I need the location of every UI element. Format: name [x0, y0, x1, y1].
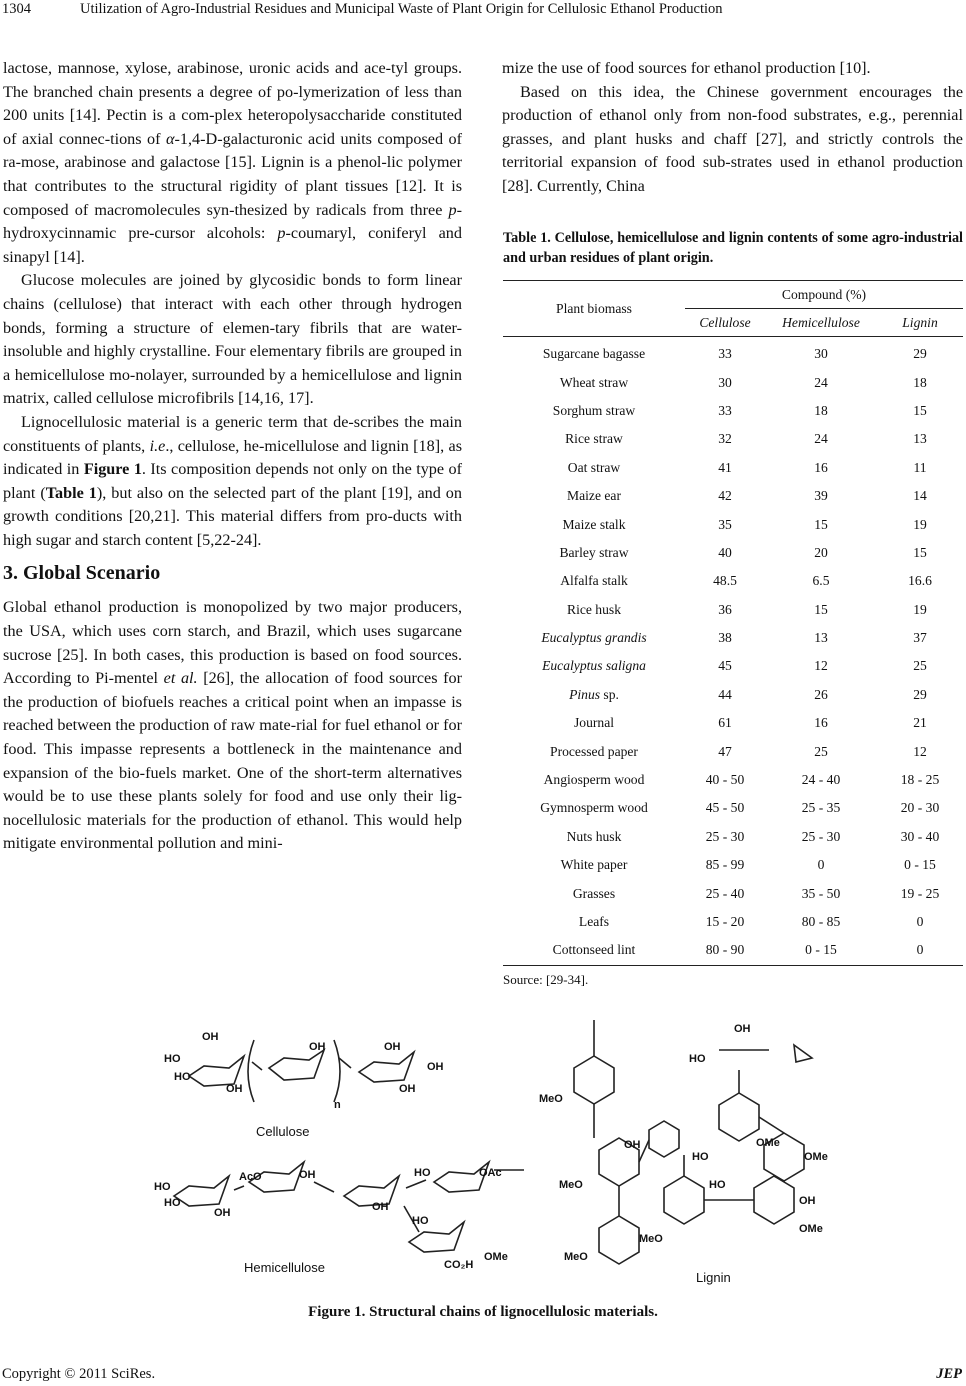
plant-name-cell: Alfalfa stalk	[560, 573, 628, 589]
lignin-cell: 19	[913, 516, 927, 532]
hemicellulose-cell: 24	[814, 431, 828, 447]
plant-name-cell: Eucalyptus saligna	[542, 658, 646, 674]
cellulose-cell: 44	[718, 686, 732, 702]
table-row	[503, 337, 963, 369]
table-reference: Table 1	[45, 483, 97, 502]
svg-text:OH: OH	[624, 1139, 641, 1151]
cellulose-cell: 33	[718, 402, 732, 418]
plant-name-cell: Rice straw	[565, 431, 623, 447]
section-heading: 3. Global Scenario	[3, 562, 161, 585]
plant-name-cell: Pinus sp.	[569, 686, 619, 702]
cellulose-label: Cellulose	[256, 1124, 310, 1139]
plant-name-cell: Gymnosperm wood	[540, 800, 648, 816]
table-row	[503, 652, 963, 680]
table-row	[503, 454, 963, 482]
cellulose-cell: 15 - 20	[705, 914, 745, 929]
svg-text:HO: HO	[164, 1053, 181, 1065]
paragraph: lactose, mannose, xylose, arabinose, uronic acids and ace-tyl groups. The branched chain presents a degree of po-lymerization of less than 200 units [14]. Pectin is a com-plex heteropolysaccharide constituted of axial connec-tions of α-1,4-D-galacturonic acid units composed of ra-mose, arabinose and galactose [15]. Lignin is a phenol-lic polymer that contributes to the structural rigidity of plant tissues [12]. It is composed of macromolecules syn-thesized by radicals from three p-hydroxycinnamic pre-cursor alcohols: p-coumaryl, coniferyl and sinapyl [14].	[3, 59, 463, 266]
hemicellulose-cell: 18	[814, 402, 828, 418]
hemicellulose-cell: 25	[814, 743, 828, 759]
svg-text:OH: OH	[399, 1083, 416, 1095]
hemicellulose-cell: 13	[814, 630, 828, 646]
figure-reference: Figure 1	[83, 460, 142, 479]
hemicellulose-cell: 16	[814, 459, 828, 475]
plant-name-cell: Wheat straw	[559, 374, 629, 390]
hemicellulose-cell: 20	[814, 544, 828, 560]
header-hemicellulose: Hemicellulose	[765, 309, 877, 337]
svg-text:CO₂H: CO₂H	[444, 1259, 474, 1271]
table-row	[503, 482, 963, 510]
svg-text:OH: OH	[427, 1061, 444, 1073]
header-compound: Compound (%)	[685, 281, 963, 309]
table-row	[503, 624, 963, 652]
svg-text:n: n	[334, 1099, 341, 1111]
plant-name-cell: White paper	[560, 857, 628, 873]
plant-name-cell: Nuts husk	[566, 828, 622, 844]
lignin-cell: 16.6	[908, 573, 932, 589]
svg-text:MeO: MeO	[564, 1251, 588, 1263]
hemicellulose-cell: 30	[814, 346, 828, 362]
table-row	[503, 596, 963, 624]
plant-name-cell: Processed paper	[550, 743, 638, 759]
lignin-cell: 0 - 15	[904, 857, 936, 873]
lignin-cell: 25	[913, 658, 927, 674]
cellulose-cell: 85 - 99	[705, 857, 745, 873]
svg-text:HO: HO	[414, 1167, 431, 1179]
lignin-cell: 29	[913, 686, 927, 702]
table-row	[503, 879, 963, 907]
table-row	[503, 567, 963, 595]
hemicellulose-cell: 6.5	[812, 573, 830, 589]
svg-text:HO: HO	[689, 1053, 706, 1065]
cellulose-cell: 48.5	[713, 573, 737, 589]
lignin-cell: 13	[913, 431, 927, 447]
lignin-cell: 19	[913, 601, 927, 617]
table-row	[503, 368, 963, 396]
hemicellulose-cell: 39	[814, 488, 828, 504]
table-row	[503, 510, 963, 538]
svg-text:HO: HO	[174, 1071, 191, 1083]
svg-text:AcO: AcO	[239, 1171, 262, 1183]
hemicellulose-cell: 15	[814, 516, 828, 532]
table-row	[503, 709, 963, 737]
plant-name-cell: Sugarcane bagasse	[542, 346, 646, 362]
cellulose-cell: 33	[718, 346, 732, 362]
journal-abbrev: JEP	[936, 1366, 962, 1382]
cellulose-cell: 47	[718, 743, 732, 759]
plant-name-cell: Grasses	[572, 885, 616, 901]
svg-text:HO: HO	[154, 1181, 171, 1193]
page-number: 1304	[2, 1, 31, 17]
svg-text:HO: HO	[412, 1215, 429, 1227]
cellulose-cell: 42	[718, 488, 732, 504]
lignin-cell: 20 - 30	[900, 800, 940, 816]
table-row	[503, 908, 963, 936]
lignocellulose-structures-figure	[144, 1010, 828, 1290]
cellulose-cell: 35	[718, 516, 732, 532]
lignin-cell: 0	[877, 936, 963, 965]
plant-name-cell: Angiosperm wood	[543, 772, 645, 788]
cellulose-cell: 61	[718, 715, 732, 731]
cellulose-cell: 80 - 90	[685, 936, 765, 965]
svg-text:OH: OH	[384, 1041, 401, 1053]
hemicellulose-cell: 16	[814, 715, 828, 731]
copyright: Copyright © 2011 SciRes.	[2, 1366, 156, 1382]
cellulose-cell: 36	[718, 601, 732, 617]
svg-text:HO: HO	[692, 1151, 709, 1163]
hemicellulose-cell: 25 - 30	[801, 828, 841, 844]
lignin-cell: 37	[913, 630, 927, 646]
lignin-cell: 14	[913, 488, 927, 504]
header-lignin: Lignin	[877, 309, 963, 337]
table-caption: Table 1. Cellulose, hemicellulose and lignin contents of some agro-industrial and urban residues of plant origin.	[503, 230, 963, 266]
figure-caption: Figure 1. Structural chains of lignocellulosic materials.	[308, 1304, 658, 1320]
hemicellulose-cell: 15	[814, 601, 828, 617]
cellulose-cell: 38	[718, 630, 732, 646]
header-cellulose: Cellulose	[685, 309, 765, 337]
plant-name-cell: Cottonseed lint	[503, 936, 685, 965]
table-row	[503, 851, 963, 879]
hemicellulose-cell: 26	[814, 686, 828, 702]
svg-text:HO: HO	[164, 1197, 181, 1209]
table-row	[503, 397, 963, 425]
table-row	[503, 794, 963, 822]
cellulose-cell: 41	[718, 459, 732, 475]
hemicellulose-cell: 24	[814, 374, 828, 390]
hemicellulose-cell: 35 - 50	[801, 885, 841, 901]
lignin-cell: 15	[913, 544, 927, 560]
page-footer	[0, 1366, 966, 1386]
plant-name-cell: Journal	[573, 715, 615, 731]
table-row	[503, 936, 963, 965]
hemicellulose-cell: 24 - 40	[801, 772, 841, 788]
plant-name-cell: Barley straw	[559, 544, 629, 560]
svg-text:OH: OH	[799, 1195, 816, 1207]
cellulose-cell: 25 - 30	[705, 828, 745, 844]
hemicellulose-cell: 12	[814, 658, 828, 674]
table-row	[503, 539, 963, 567]
left-column	[3, 57, 462, 856]
composition-table	[503, 280, 963, 966]
plant-name-cell: Maize ear	[567, 488, 621, 504]
paragraph: Based on this idea, the Chinese government encourages the production of ethanol only from non-food substrates, e.g., perennial grasses, and plant husks and chaff [27], and strictly controls the territorial expansion of food sub-strates used in ethanol production [28]. Currently, China	[502, 82, 963, 195]
svg-text:HO: HO	[709, 1179, 726, 1191]
svg-text:MeO: MeO	[639, 1233, 663, 1245]
cellulose-cell: 45	[718, 658, 732, 674]
hemicellulose-label: Hemicellulose	[244, 1260, 325, 1275]
hemicellulose-cell: 0	[817, 857, 825, 873]
lignin-cell: 18	[913, 374, 927, 390]
lignin-cell: 12	[913, 743, 927, 759]
plant-name-cell: Leafs	[578, 914, 610, 929]
cellulose-cell: 32	[718, 431, 732, 447]
header-plant-biomass: Plant biomass	[503, 281, 685, 337]
table-source: Source: [29-34].	[503, 972, 589, 987]
lignin-cell: 19 - 25	[900, 885, 940, 901]
paragraph: mize the use of food sources for ethanol production [10].	[502, 59, 871, 77]
table-row	[503, 681, 963, 709]
hemicellulose-cell: 25 - 35	[801, 800, 841, 816]
svg-text:OH: OH	[202, 1031, 219, 1043]
lignin-label: Lignin	[696, 1270, 731, 1285]
cellulose-cell: 40 - 50	[705, 772, 745, 788]
cellulose-cell: 40	[718, 544, 732, 560]
lignin-cell: 15	[913, 402, 927, 418]
table-row	[503, 425, 963, 453]
plant-name-cell: Sorghum straw	[552, 402, 636, 418]
table-row	[503, 823, 963, 851]
lignin-cell: 0	[916, 914, 924, 929]
lignin-cell: 21	[913, 715, 927, 731]
svg-text:OMe: OMe	[804, 1151, 828, 1163]
svg-text:OH: OH	[214, 1207, 231, 1219]
svg-text:OH: OH	[226, 1083, 243, 1095]
lignin-cell: 18 - 25	[900, 772, 940, 788]
plant-name-cell: Eucalyptus grandis	[541, 630, 647, 646]
cellulose-cell: 25 - 40	[705, 885, 745, 901]
lignin-cell: 11	[913, 459, 927, 475]
hemicellulose-cell: 0 - 15	[765, 936, 877, 965]
paragraph: Global ethanol production is monopolized by two major producers, the USA, which uses corn starch, and Brazil, which uses sugarcane sucrose [25]. In both cases, this production is based on food sources. According to Pi-mentel et al. [26], the allocation of food sources for the production of biofuels reaches a critical point when an impasse is reached between the production of raw mate-rial for fuel ethanol or for food. This impasse represents a bottleneck in the maintenance and expansion of the bio-fuels market. One of the short-term alternatives would be to use these plants solely for food and use only their lig-nocellulosic materials for the production of ethanol. This would help mitigate environmental pollution and mini-	[3, 598, 462, 853]
svg-text:OH: OH	[734, 1023, 751, 1035]
running-title: Utilization of Agro-Industrial Residues and Municipal Waste of Plant Origin for Cellulosic Ethanol Production	[80, 1, 723, 17]
svg-text:OH: OH	[372, 1201, 389, 1213]
svg-text:OAc: OAc	[479, 1167, 502, 1179]
plant-name-cell: Rice husk	[567, 601, 621, 617]
svg-text:MeO: MeO	[539, 1093, 563, 1105]
cellulose-cell: 30	[718, 374, 732, 390]
running-header	[0, 0, 966, 24]
right-column	[502, 57, 963, 199]
table-row	[503, 766, 963, 794]
plant-name-cell: Maize stalk	[562, 516, 626, 532]
svg-text:OH: OH	[309, 1041, 326, 1053]
lignin-cell: 29	[913, 346, 927, 362]
paragraph: Lignocellulosic material is a generic term that de-scribes the main constituents of plants, i.e., cellulose, he-micellulose and lignin [18], as indicated in Figure 1. Its composition depends not only on the type of plant (Table 1), but also on the selected part of the plant [19], and on growth conditions [20,21]. This material differs from pro-ducts with high sugar and starch content [5,22-24].	[3, 412, 463, 549]
svg-text:OMe: OMe	[484, 1251, 508, 1263]
svg-text:OH: OH	[299, 1169, 316, 1181]
svg-text:OMe: OMe	[756, 1137, 780, 1149]
svg-text:MeO: MeO	[559, 1179, 583, 1191]
paragraph: Glucose molecules are joined by glycosidic bonds to form linear chains (cellulose) that interact with each other through hydrogen bonds, forming a structure of elemen-tary fibrils that are water-insoluble and highly crystalline. Four elementary fibrils are grouped in a hemicellulose mo-nolayer, surrounded by a hemicellulose and lignin matrix, called cellulose microfibrils [14,16, 17].	[3, 271, 462, 408]
svg-text:OMe: OMe	[799, 1223, 823, 1235]
lignin-cell: 30 - 40	[900, 828, 940, 844]
table-row	[503, 737, 963, 765]
cellulose-cell: 45 - 50	[705, 800, 745, 816]
hemicellulose-cell: 80 - 85	[801, 914, 841, 929]
plant-name-cell: Oat straw	[567, 459, 621, 475]
